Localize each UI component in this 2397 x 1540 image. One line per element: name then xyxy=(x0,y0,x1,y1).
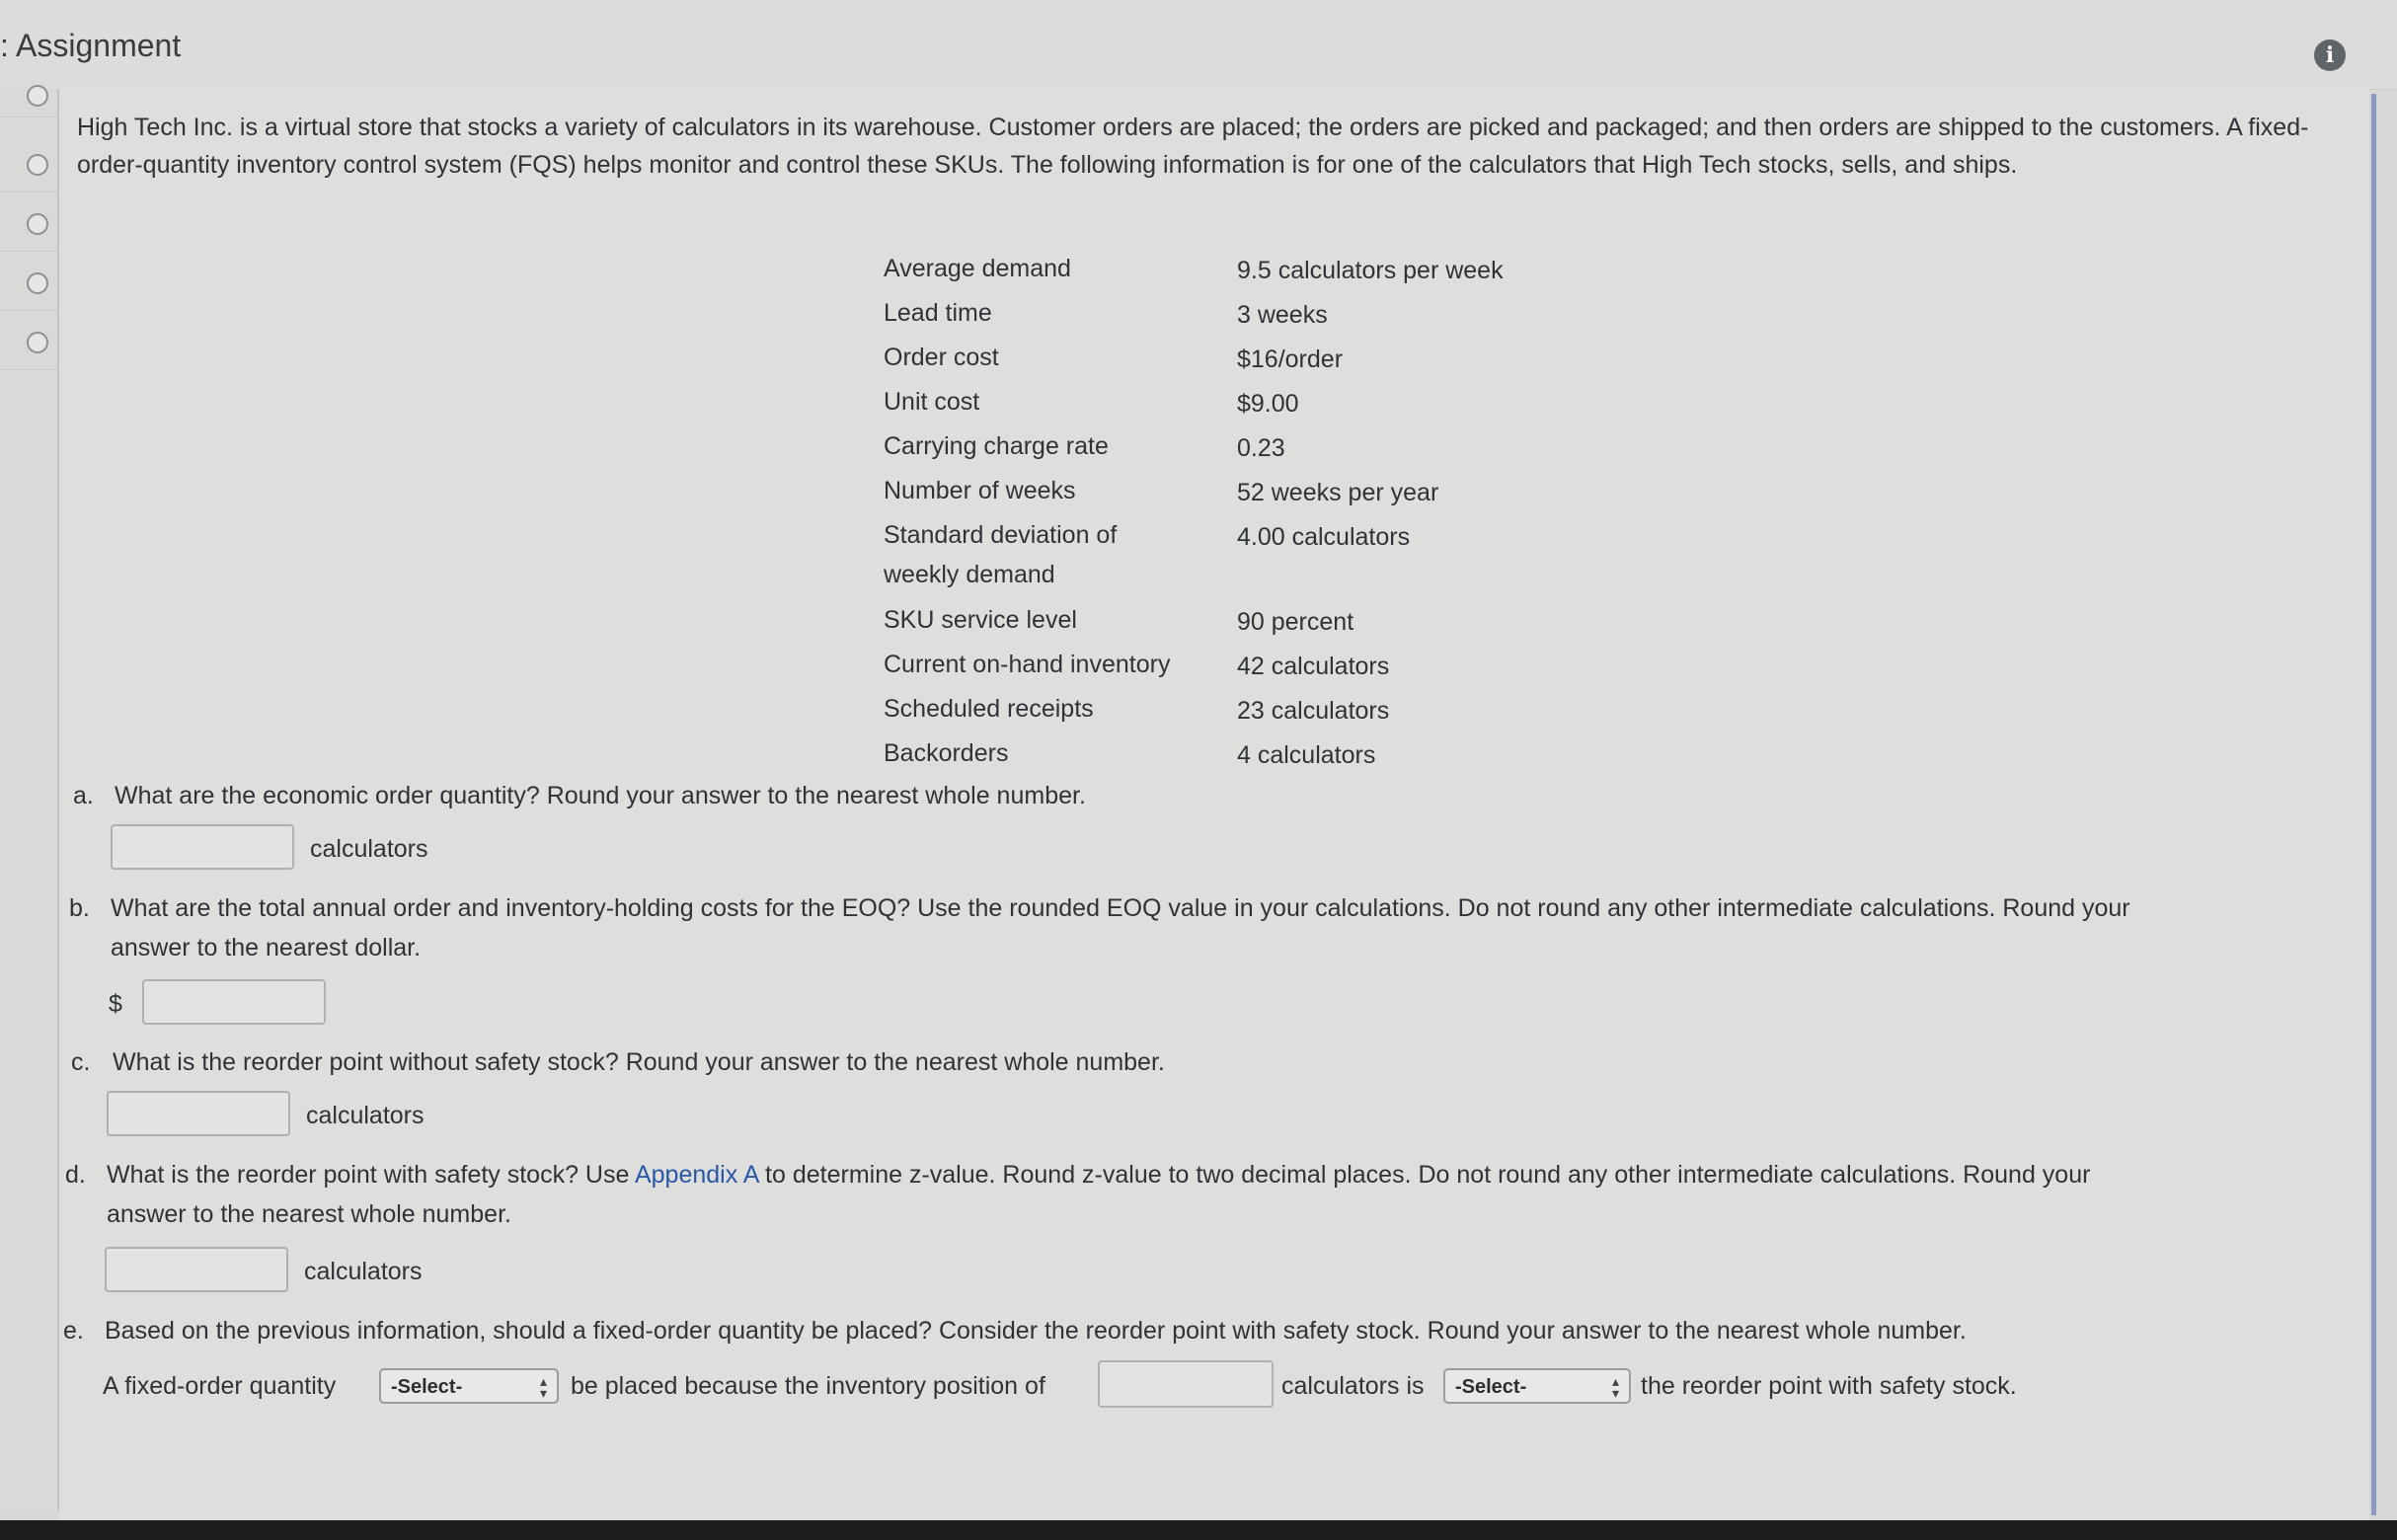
select-arrows-icon: ▴ ▾ xyxy=(1611,1373,1619,1401)
param-label: Order cost xyxy=(884,344,999,371)
param-label: Current on-hand inventory xyxy=(884,651,1171,678)
param-value: 90 percent xyxy=(1237,608,1354,636)
question-text: Based on the previous information, should a fixed-order quantity be placed? Consider the reorder point with safety stock. Round your answer to the nearest whole number. xyxy=(105,1317,1967,1345)
unit-label: calculators xyxy=(306,1102,425,1129)
param-label: Unit cost xyxy=(884,388,980,416)
param-value: 4.00 calculators xyxy=(1237,523,1411,551)
bottom-edge xyxy=(0,1520,2397,1540)
param-label: Average demand xyxy=(884,255,1071,282)
sentence-part: the reorder point with safety stock. xyxy=(1641,1372,2017,1400)
question-letter: e. xyxy=(63,1317,84,1345)
question-nav-radio-4[interactable] xyxy=(27,272,48,294)
page-title: : Assignment xyxy=(0,28,182,63)
question-letter: a. xyxy=(73,782,94,809)
param-value: 3 weeks xyxy=(1237,301,1328,329)
param-label: SKU service level xyxy=(884,606,1077,634)
param-value: $9.00 xyxy=(1237,390,1299,418)
reorder-point-safety-input[interactable] xyxy=(105,1247,288,1292)
param-value: 42 calculators xyxy=(1237,653,1390,680)
should-select[interactable] xyxy=(379,1368,559,1404)
question-nav-rail xyxy=(0,89,59,1510)
unit-label: calculators xyxy=(304,1258,423,1285)
question-d-continued: answer to the nearest whole number. xyxy=(107,1200,511,1228)
question-nav-radio-1[interactable] xyxy=(27,85,48,107)
param-label: Backorders xyxy=(884,739,1009,767)
question-nav-radio-3[interactable] xyxy=(27,213,48,235)
param-label: Carrying charge rate xyxy=(884,432,1109,460)
param-value: $16/order xyxy=(1237,346,1344,373)
question-text: What is the reorder point without safety stock? Round your answer to the nearest whole number. xyxy=(113,1048,1165,1076)
info-icon[interactable]: i xyxy=(2314,39,2346,71)
reorder-point-input[interactable] xyxy=(107,1091,290,1136)
select-value: -Select- xyxy=(391,1376,463,1398)
question-text: What are the total annual order and inventory-holding costs for the EOQ? Use the rounded EOQ value in your calculations. Do not round any other intermediate calculations. Round your xyxy=(111,894,2130,922)
question-d xyxy=(65,1155,2090,1194)
sentence-part: calculators is xyxy=(1281,1372,1425,1400)
nav-divider xyxy=(0,116,57,117)
total-cost-input[interactable] xyxy=(142,979,326,1025)
question-text: to determine z-value. Round z-value to two decimal places. Do not round any other intermediate calculations. Round your xyxy=(758,1161,2091,1189)
param-label: Standard deviation of xyxy=(884,521,1118,549)
question-b xyxy=(69,888,2130,928)
param-label: Scheduled receipts xyxy=(884,695,1094,723)
question-b-continued: answer to the nearest dollar. xyxy=(111,934,422,962)
select-arrows-icon: ▴ ▾ xyxy=(539,1373,547,1401)
question-text: What is the reorder point with safety stock? Use xyxy=(107,1161,635,1189)
sentence-part: be placed because the inventory position of xyxy=(571,1372,1045,1400)
param-value: 52 weeks per year xyxy=(1237,479,1439,506)
question-text: What are the economic order quantity? Round your answer to the nearest whole number. xyxy=(115,782,1086,809)
param-value: 4 calculators xyxy=(1237,741,1376,769)
param-label: Lead time xyxy=(884,299,992,327)
scrollbar[interactable] xyxy=(2371,94,2376,1515)
question-letter: d. xyxy=(65,1161,86,1189)
unit-label: calculators xyxy=(310,835,428,863)
comparison-select[interactable] xyxy=(1443,1368,1631,1404)
inventory-position-input[interactable] xyxy=(1098,1360,1274,1408)
eoq-input[interactable] xyxy=(111,824,294,870)
problem-intro: High Tech Inc. is a virtual store that stocks a variety of calculators in its warehouse. Customer orders are placed; the orders are picked and packaged; and then orders are shipped to the customers. A fixed-order-quantity inventory control system (FQS) helps monitor and control these SKUs. The following information is for one of the calculators that High Tech stocks, sells, and ships. xyxy=(77,114,2309,179)
question-nav-radio-2[interactable] xyxy=(27,154,48,176)
question-a xyxy=(73,776,1086,815)
question-letter: b. xyxy=(69,894,90,922)
top-bar xyxy=(0,0,2397,90)
nav-divider xyxy=(0,369,57,370)
param-value: 23 calculators xyxy=(1237,697,1390,725)
nav-divider xyxy=(0,251,57,252)
nav-divider xyxy=(0,310,57,311)
question-c xyxy=(71,1042,1165,1082)
param-value: 9.5 calculators per week xyxy=(1237,257,1504,284)
param-label: weekly demand xyxy=(884,561,1055,588)
question-e xyxy=(63,1311,1967,1350)
param-label: Number of weeks xyxy=(884,477,1076,504)
param-value: 0.23 xyxy=(1237,434,1285,462)
appendix-a-link[interactable]: Appendix A xyxy=(634,1161,759,1189)
sentence-part: A fixed-order quantity xyxy=(103,1372,337,1400)
question-nav-radio-5[interactable] xyxy=(27,332,48,353)
select-value: -Select- xyxy=(1455,1376,1527,1398)
question-letter: c. xyxy=(71,1048,91,1076)
currency-prefix: $ xyxy=(109,990,122,1018)
